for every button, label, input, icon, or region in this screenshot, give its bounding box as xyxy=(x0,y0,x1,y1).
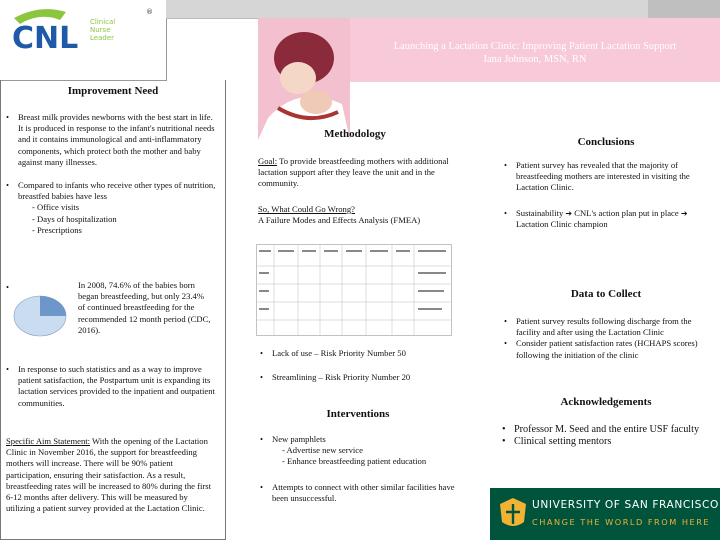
cnl-logo-text: CNL xyxy=(12,21,79,56)
usf-name: UNIVERSITY OF SAN FRANCISCO xyxy=(532,499,719,511)
svg-text:Nurse: Nurse xyxy=(90,26,111,34)
usf-seal-icon xyxy=(498,496,528,532)
methodology-wrong xyxy=(258,204,458,226)
methodology-heading: Methodology xyxy=(324,128,386,140)
data-to-collect-heading: Data to Collect xyxy=(570,288,642,300)
logo-area xyxy=(0,0,167,81)
data-collect-item-survey: • Patient survey results following discharge from the facility and after using the Lactation Clinic xyxy=(502,316,710,338)
ack-professor: • Professor M. Seed and the entire USF faculty xyxy=(500,424,712,436)
methodology-goal xyxy=(258,156,454,190)
arrow-right-icon: ➔ xyxy=(680,208,688,218)
poster-title xyxy=(360,40,710,66)
improvement-bullet-4: • In response to such statistics and as a way to improve patient satisfaction, the Postpartum unit is expanding its lactation services provided to the inpatient and outpatient communities. xyxy=(4,364,216,409)
risk-item-lack-of-use: • Lack of use – Risk Priority Number 50 xyxy=(258,348,458,359)
author-text: Iana Johnson, MSN, RN xyxy=(483,54,587,65)
improvement-bullet-1: • Breast milk provides newborns with the best start in life. It is produced in response to the infant's nutritional needs and it contains immunological and anti-inflammatory components, which protect both the mother and baby against many illnesses. xyxy=(4,112,216,168)
intervention-pamphlets: • New pamphlets - Advertise new service - Enhance breastfeeding patient education xyxy=(258,434,458,468)
improvement-list xyxy=(4,112,216,236)
svg-text:Leader: Leader xyxy=(90,34,115,42)
conclusions-heading: Conclusions xyxy=(577,136,635,148)
sub-item-prescriptions: - Prescriptions xyxy=(32,224,82,235)
interventions-list xyxy=(258,434,458,504)
acknowledgements-list xyxy=(500,424,712,448)
aim-label: Specific Aim Statement: xyxy=(6,436,91,446)
conclusion-survey: • Patient survey has revealed that the majority of breastfeeding mothers are interested in visiting the Lactation Clinic. xyxy=(502,160,710,194)
interventions-heading: Interventions xyxy=(326,408,390,420)
arrow-right-icon: ➔ xyxy=(565,208,573,218)
sub-item-days-hospital: - Days of hospitalization xyxy=(32,213,117,224)
ack-mentors: • Clinical setting mentors xyxy=(500,436,712,448)
improvement-bullet-2: • Compared to infants who receive other types of nutrition, breastfed babies have less - Office visits - Days of hospitalization - Prescriptions xyxy=(4,180,216,236)
fmea-table-image xyxy=(256,244,452,336)
cnl-logo xyxy=(0,0,166,80)
aim-text: With the opening of the Lactation Clinic in November 2016, the support for breastfeeding mothers will increase. There will be 90% patient participation, ensuring their satisfaction. As a result, breastfeeding rates will be increased to 80% during the first 6-12 months after delivery. This will be measured by utilizing a patient survey provided at the Lactation Clinic. xyxy=(6,436,211,514)
sub-item-office-visits: - Office visits xyxy=(32,202,80,213)
usf-tagline: CHANGE THE WORLD FROM HERE xyxy=(532,517,711,527)
improvement-bullet-3-marker: • xyxy=(6,282,10,292)
improvement-bullet-3: In 2008, 74.6% of the babies born began breastfeeding, but only 23.4% of continued breastfeeding for the recommended 12 month period (CDC, 2016). xyxy=(78,280,211,335)
data-collect-item-hchaps: • Consider patient satisfaction rates (HCHAPS scores) following the initiation of the clinic xyxy=(502,338,710,360)
improvement-need-heading: Improvement Need xyxy=(67,85,159,97)
intervention-connect: • Attempts to connect with other similar facilities have been unsuccessful. xyxy=(258,482,458,504)
improvement-bullet-4-wrap xyxy=(4,364,216,409)
specific-aim-statement xyxy=(6,436,218,514)
svg-text:Clinical: Clinical xyxy=(90,18,116,26)
wrong-text: A Failure Modes and Effects Analysis (FMEA) xyxy=(258,215,421,226)
intervention-sub-advertise: - Advertise new service xyxy=(282,445,363,456)
goal-label: Goal: xyxy=(258,156,278,166)
wrong-label: So, What Could Go Wrong? xyxy=(258,204,355,214)
risk-item-streamlining: • Streamlining – Risk Priority Number 20 xyxy=(258,372,458,383)
usf-banner xyxy=(490,488,720,540)
data-collect-list xyxy=(502,316,710,361)
conclusions-list xyxy=(502,160,710,230)
top-right-strip xyxy=(648,0,720,18)
risk-list xyxy=(258,348,458,383)
conclusion-sustainability: • Sustainability ➔ CNL's action plan put in place ➔ Lactation Clinic champion xyxy=(502,208,710,230)
mother-baby-image xyxy=(258,18,350,140)
title-text: Launching a Lactation Clinic: Improving Patient Lactation Support xyxy=(393,41,677,52)
svg-text:®: ® xyxy=(146,8,153,16)
top-strip xyxy=(166,0,720,19)
intervention-sub-enhance: - Enhance breastfeeding patient education xyxy=(282,456,427,467)
acknowledgements-heading: Acknowledgements xyxy=(560,396,652,408)
goal-text: To provide breastfeeding mothers with additional lactation support after they leave the unit and in the community. xyxy=(258,156,449,189)
